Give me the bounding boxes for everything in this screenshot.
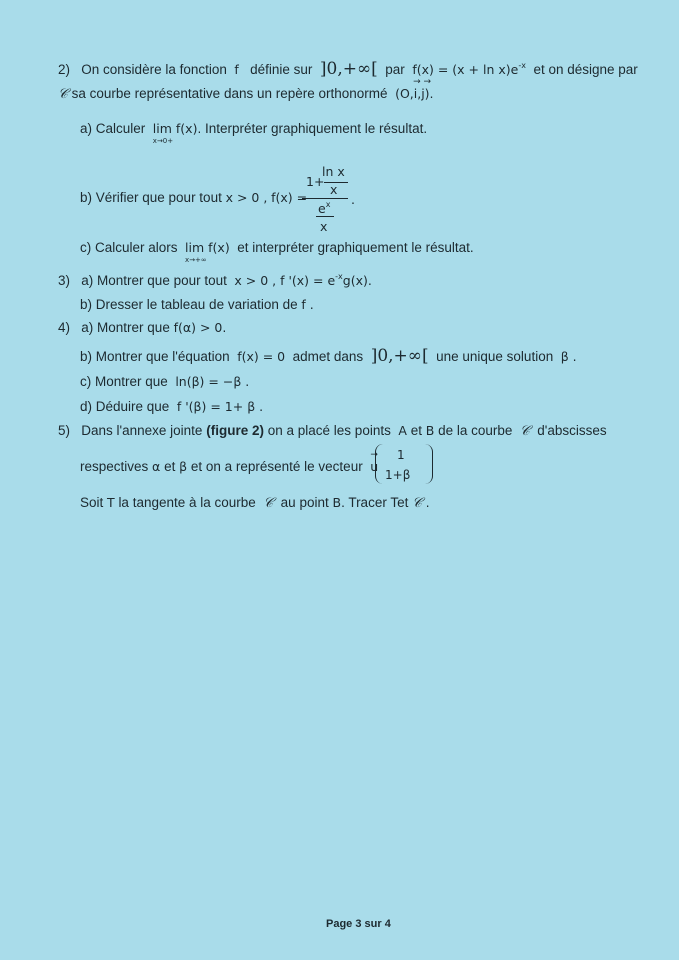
q4a-math: f(α) > 0. xyxy=(173,320,227,335)
q2a-limit: lim f(x) x→0+ xyxy=(152,121,198,145)
q4-number: 4) xyxy=(58,320,71,335)
q2b-cond: x > 0 , xyxy=(225,190,268,205)
q2-text-par: par xyxy=(385,62,405,77)
curve-symbol-q5: 𝒞 xyxy=(519,423,530,439)
q5-beta: β xyxy=(179,459,188,474)
q4b-beta: β . xyxy=(560,349,577,364)
q5-text8: la tangente à la courbe xyxy=(118,495,256,510)
q2c-text: et interpréter graphiquement le résultat. xyxy=(237,240,474,255)
q3a-tail: g(x). xyxy=(342,273,372,288)
q2-text: On considère la fonction xyxy=(81,62,227,77)
q3a-exp: -x xyxy=(335,272,343,281)
q2b-den-x: x xyxy=(320,219,328,234)
q5-text9: au point xyxy=(280,495,329,510)
q3b xyxy=(80,297,314,312)
q3a xyxy=(58,272,372,288)
q5-number: 5) xyxy=(58,423,71,438)
q4d-text: d) Déduire que xyxy=(80,399,170,414)
q3a-text: a) Montrer que pour tout xyxy=(81,273,227,288)
curve-symbol-q5b: 𝒞 xyxy=(263,495,274,511)
q3a-math: x > 0 , f '(x) = e xyxy=(234,273,336,288)
q3b-math: f . xyxy=(301,297,314,312)
q4b-math: f(x) = 0 xyxy=(237,349,286,364)
q5-tangent-t: T xyxy=(107,495,115,510)
q2b-ln-x: ln x xyxy=(322,164,345,179)
vector-u-matrix xyxy=(375,444,433,486)
q5-point-a: A xyxy=(398,423,407,438)
q2-repere: (O,i,j) → → xyxy=(395,77,432,101)
q4d xyxy=(80,399,263,414)
q4d-math: f '(β) = 1+ β . xyxy=(176,399,264,414)
q5-and2: et xyxy=(164,459,176,474)
q2c-limit: lim f(x) x→+∞ xyxy=(185,240,230,264)
q5-text1: Dans l'annexe jointe xyxy=(81,423,203,438)
q2c xyxy=(80,240,474,264)
q4b-mid: admet dans xyxy=(292,349,364,364)
q2a-label: a) Calculer xyxy=(80,121,146,136)
vector-u: u → xyxy=(370,450,379,474)
q2b-den-e: $e^x$ xyxy=(318,200,331,216)
q5-alpha: α xyxy=(152,459,161,474)
q5-line3 xyxy=(80,495,430,511)
q2b-inner-den: x xyxy=(330,182,338,197)
q2b-dot: . xyxy=(351,192,355,207)
q5-point-b: B xyxy=(425,423,435,438)
q2a xyxy=(80,121,428,145)
q5-text6: et on a représenté le vecteur xyxy=(190,459,363,474)
q2-f: f xyxy=(234,62,239,77)
q3-number: 3) xyxy=(58,273,71,288)
q5-text4: d'abscisses xyxy=(537,423,607,438)
q2b-label: b) Vérifier que pour tout xyxy=(80,190,222,205)
q2-domain: ]0,+∞[ xyxy=(319,59,378,79)
q5-text5: respectives xyxy=(80,459,149,474)
q4a xyxy=(58,320,226,335)
q2a-text: . Interpréter graphiquement le résultat. xyxy=(197,121,428,136)
q5-point-b2: B xyxy=(332,495,342,510)
curve-symbol: 𝒞 xyxy=(58,86,68,102)
q2c-label: c) Calculer alors xyxy=(80,240,178,255)
q2b-label-line xyxy=(80,190,307,205)
q2-line1 xyxy=(58,59,638,79)
q4c-text: c) Montrer que xyxy=(80,374,168,389)
q2b-lhs: f(x) = xyxy=(271,190,308,205)
curve-symbol-q5c: 𝒞 xyxy=(412,495,422,511)
q5-line1 xyxy=(58,423,607,439)
q5-text12: . xyxy=(425,495,430,510)
q3b-text: b) Dresser le tableau de variation de xyxy=(80,297,298,312)
q2-text-defined: définie sur xyxy=(250,62,313,77)
q5-text2: on a placé les points xyxy=(267,423,391,438)
page-footer: Page 3 sur 4 xyxy=(326,918,391,930)
q5-text3: de la courbe xyxy=(438,423,513,438)
q4b-text: b) Montrer que l'équation xyxy=(80,349,230,364)
q2-text-courbe: sa courbe représentative dans un repère orthonormé xyxy=(71,86,388,101)
q4c xyxy=(80,374,249,389)
q4b xyxy=(80,346,577,366)
q4a-text: a) Montrer que xyxy=(81,320,170,335)
q5-and: et xyxy=(410,423,422,438)
q4c-math: ln(β) = −β . xyxy=(175,374,250,389)
q2-number: 2) xyxy=(58,62,71,77)
q5-figure-ref: (figure 2) xyxy=(206,423,264,438)
q5-line2 xyxy=(80,450,379,474)
q2b-one-plus: 1+ xyxy=(306,174,325,189)
q2-line2: 𝒞 sa courbe représentative dans un repère orthonormé (O,i,j) → → . xyxy=(58,77,434,102)
q2-text-designe: et on désigne par xyxy=(533,62,638,77)
q4b-domain: ]0,+∞[ xyxy=(370,346,429,366)
q5-text10: . Tracer xyxy=(341,495,387,510)
q5-text11: Tet xyxy=(390,495,409,510)
vector-u-component-2: 1+β xyxy=(385,468,411,482)
q5-text7: Soit xyxy=(80,495,104,510)
q2-formula-exp: -x xyxy=(518,61,526,70)
q4b-tail: une unique solution xyxy=(436,349,554,364)
vector-u-component-1: 1 xyxy=(397,448,405,462)
q2-formula: f(x) = (x + ln x)e xyxy=(412,62,519,77)
